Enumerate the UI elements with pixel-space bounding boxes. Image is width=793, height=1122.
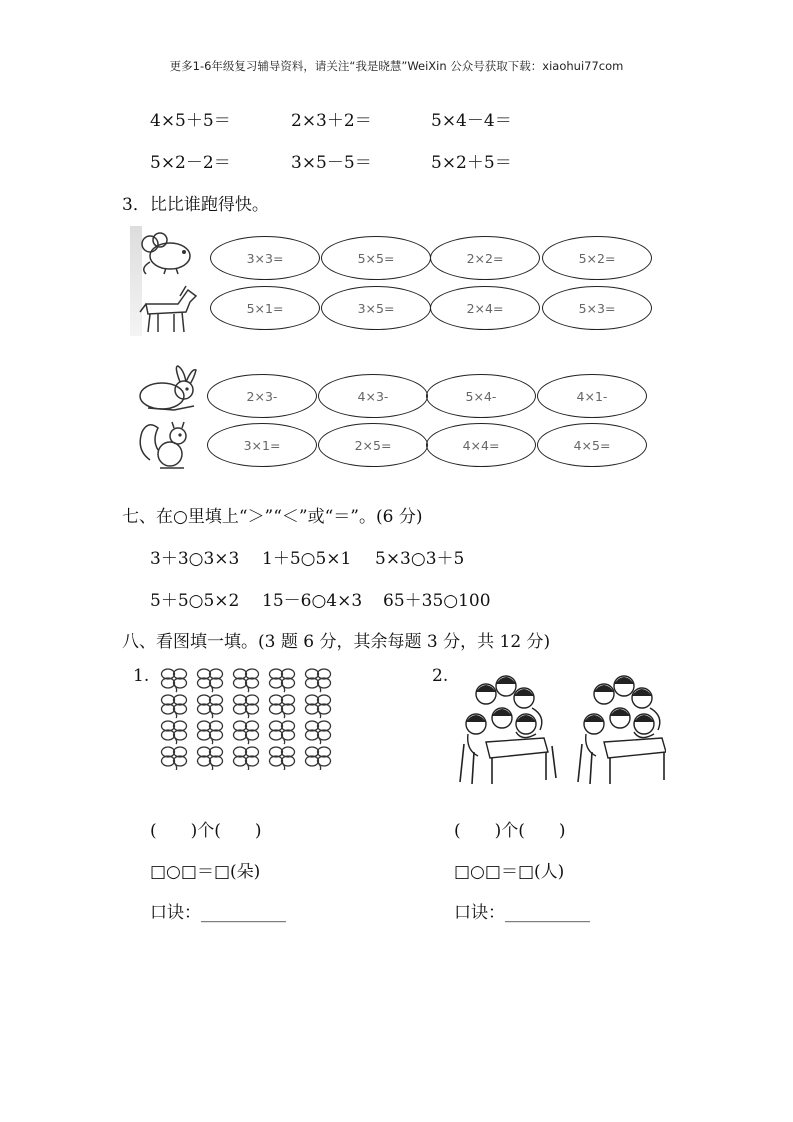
race-oval: 3×5= bbox=[321, 286, 431, 330]
race-oval: 5×4- bbox=[426, 374, 536, 418]
race-oval: 5×1= bbox=[210, 286, 320, 330]
race-oval: 4×1- bbox=[537, 374, 647, 418]
rabbit-icon bbox=[134, 364, 200, 414]
multiplication-rhyme-line: 口诀：__________ bbox=[150, 903, 286, 923]
clover-flower bbox=[306, 721, 331, 744]
section-title: 八、看图填一填。(3 题 6 分，其余每题 3 分，共 12 分) bbox=[122, 632, 551, 652]
clover-flower bbox=[198, 695, 223, 718]
page-header: 更多1-6年级复习辅导资料，请关注“我是晓慧”WeiXin 公众号获取下载：xiaohui77com bbox=[169, 59, 624, 73]
race-oval: 5×2= bbox=[542, 236, 652, 280]
clover-flower bbox=[270, 747, 295, 770]
race-oval: 4×4= bbox=[426, 423, 536, 467]
clover-flower bbox=[198, 669, 223, 692]
race-oval: 4×3- bbox=[318, 374, 428, 418]
race-oval: 5×5= bbox=[321, 236, 431, 280]
race-oval: 2×5= bbox=[318, 423, 428, 467]
calc-item: 2×3＋2＝ bbox=[291, 111, 372, 131]
race-oval: 2×2= bbox=[430, 236, 540, 280]
calc-item: 5×4－4＝ bbox=[431, 111, 512, 131]
children-group bbox=[578, 676, 666, 784]
mouse-icon bbox=[136, 230, 198, 276]
clover-flower bbox=[234, 721, 259, 744]
horse-icon bbox=[138, 282, 200, 336]
clover-flower bbox=[306, 747, 331, 770]
fill-blank-line: ( )个( ) bbox=[150, 821, 262, 841]
race-oval: 3×1= bbox=[207, 423, 317, 467]
clover-flowers-icon bbox=[158, 666, 348, 770]
compare-item: 3＋3○3×3 bbox=[150, 549, 240, 569]
multiplication-rhyme-line: 口诀：__________ bbox=[454, 903, 590, 923]
squirrel-icon bbox=[136, 420, 194, 472]
race-oval: 2×4= bbox=[430, 286, 540, 330]
clover-flower bbox=[234, 695, 259, 718]
clover-flower bbox=[234, 669, 259, 692]
clover-flower bbox=[270, 721, 295, 744]
calc-item: 5×2－2＝ bbox=[150, 153, 231, 173]
calc-item: 5×2＋5＝ bbox=[431, 153, 512, 173]
section-title: 七、在○里填上“＞”“＜”或“＝”。(6 分) bbox=[122, 507, 423, 527]
compare-item: 65＋35○100 bbox=[383, 591, 491, 611]
question-title: 3．比比谁跑得快。 bbox=[122, 195, 269, 215]
clover-flower bbox=[198, 747, 223, 770]
compare-item: 15－6○4×3 bbox=[262, 591, 363, 611]
compare-item: 1＋5○5×1 bbox=[262, 549, 352, 569]
clover-flower bbox=[162, 747, 187, 770]
children-group bbox=[460, 676, 556, 784]
clover-flower bbox=[306, 669, 331, 692]
clover-flower bbox=[306, 695, 331, 718]
calc-item: 4×5＋5＝ bbox=[150, 111, 231, 131]
calc-item: 3×5－5＝ bbox=[291, 153, 372, 173]
compare-item: 5＋5○5×2 bbox=[150, 591, 240, 611]
race-oval: 5×3= bbox=[542, 286, 652, 330]
clover-flower bbox=[162, 695, 187, 718]
fill-blank-line: ( )个( ) bbox=[454, 821, 566, 841]
clover-flower bbox=[270, 669, 295, 692]
clover-flower bbox=[270, 695, 295, 718]
problem-number: 1. bbox=[133, 666, 150, 686]
compare-item: 5×3○3＋5 bbox=[375, 549, 465, 569]
children-group-icon bbox=[456, 672, 666, 792]
problem-number: 2. bbox=[432, 666, 449, 686]
race-oval: 4×5= bbox=[537, 423, 647, 467]
clover-flower bbox=[162, 721, 187, 744]
clover-flower bbox=[234, 747, 259, 770]
fill-equation-line: □○□＝□(朵) bbox=[150, 862, 261, 882]
clover-flower bbox=[162, 669, 187, 692]
clover-flower bbox=[198, 721, 223, 744]
race-oval: 3×3= bbox=[210, 236, 320, 280]
race-oval: 2×3- bbox=[207, 374, 317, 418]
fill-equation-line: □○□＝□(人) bbox=[454, 862, 565, 882]
